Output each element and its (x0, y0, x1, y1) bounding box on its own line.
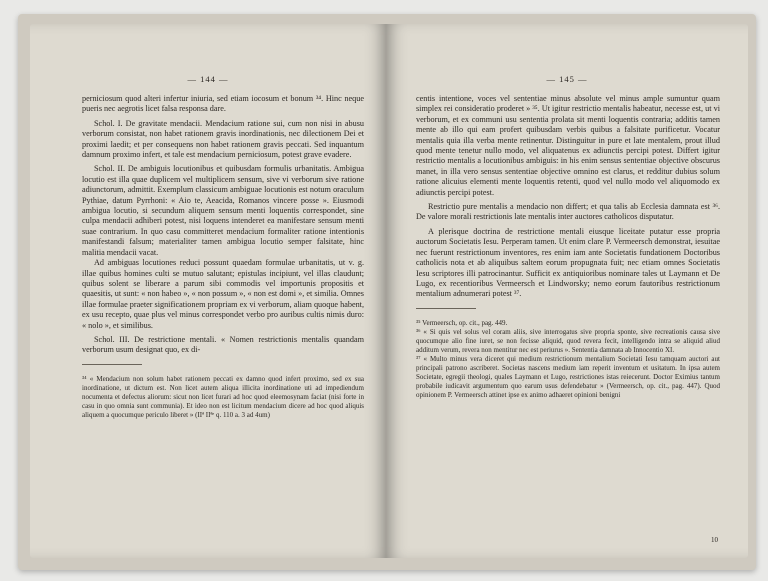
paragraph: Ad ambiguas locutiones reduci possunt quaedam formulae urbanitatis, ut v. g. illae quibus homines culti se mutuo salutant; epistulas incipiunt, vel illas claudunt; quibus solent se liberare a parum sibi commodis vel importunis propositis et quaesitis, ut sunt: « non habeo », « non possum », « non est domi », et similia. Omnes illae formulae praeter significationem propriam ex vi verborum, aliam quoque habent, ex usu recepto, quae plus vel minus correspondet verbo pro auribus cultis nimis duro: « nolo », et similibus. (82, 258, 364, 330)
paragraph: perniciosum quod alteri infertur iniuria, sed etiam iocosum et bonum ³⁴. Hinc neque pueris nec aegrotis licet falsa responsa dare. (82, 94, 364, 114)
paragraph: Schol. II. De ambiguis locutionibus et quibusdam formulis urbanitatis. Ambigua locutio est illa quae duplicem vel multiplicem sensum, sive vi verborum sive ratione adiunctorum, admittit. Exemplum classicum ambiguae locutionis est notum oraculum Pythiae, datum Pyrrhoni: « Aio te, Aeacida, Romanos vincere posse ». Eiusmodi ambigua locutio, si secundum aliquem sensum menti loquentis correspondet, sine culpa mendacii adhiberi potest, nisi loquens intenderet ea manifestare sensum menti suae contrarium. In quo casu committeret mendacium formaliter ratione intentionis manifestandi falsum; materialiter tamen ambigua locutio semper falsitate, hinc malitia mendacii vacat. (82, 164, 364, 257)
page-number: — 145 — (546, 74, 588, 84)
page-body (82, 94, 364, 356)
signature-mark: 10 (711, 536, 718, 544)
open-book (18, 14, 756, 570)
paragraph: A plerisque doctrina de restrictione mentali eiusque liceitate putatur esse propria auctorum Societatis Iesu. Perperam tamen. Ut enim clare P. Vermeersch demonstrat, iesuitae nec fuerunt restrictionum inventores, res enim iam ante Societatis fundationem Doctoribus catholicis nota et ab aliquibus saltem eorum propugnata fuit; nec etiam omnes Societatis Iesu scriptores illi patrocinantur. Sufficit ex antiquioribus nominare tales ut Laymann et De Lugo, ex recentioribus Vermeersch et Lindworsky; nemo eorum fautoribus restrictionum mentalium adnumerari potest ³⁷. (416, 226, 720, 299)
footnote: ³⁵ Vermeersch, op. cit., pag. 449. (416, 318, 508, 327)
right-page (386, 24, 748, 558)
footnote: ³⁴ « Mendacium non solum habet rationem peccati ex damno quod infert proximo, sed ex sua inordinatione, ut dictum est. Non licet autem aliqua illicita inordinatione uti ad impediendum nocumenta et defectus aliorum: sicut non licet furari ad hoc quod eleemosynam faciat (nisi forte in casu in quo omnia sunt communia). Et ideo non est licitum mendacium dicere ad hoc quod aliquis aliquem a quocumque periculo liberet » (IIª IIªᵉ q. 110 a. 3 ad 4um) (82, 374, 364, 419)
paragraph: Schol. III. De restrictione mentali. « Nomen restrictionis mentalis quandam verborum usum designat quo, ex di- (82, 334, 364, 355)
left-page (30, 24, 386, 558)
footnote-rule (416, 308, 476, 309)
footnote: ³⁶ « Si quis vel solus vel coram aliis, sive interrogatus sive propria sponte, sive recreationis causa sive quocumque alio fine iuret, se non fecisse aliquid, quod revera fecit, intelligendo intra se aliquid aliud additum verum, revera non mentitur nec est periurus ». Sententia damnata ab Innocentio XI. (416, 327, 720, 354)
paragraph: centis intentione, voces vel sententiae minus absolute vel minus ample sumuntur quam simplex rei consideratio proderet » ³⁵. Ut igitur restrictio mentalis habeatur, necesse est, ut vi verborum, et ex communi usu sententia prolata sit menti loquentis contraria; additis tamen mente ab illo qui eam profert quibusdam verbis quibus a falsitate purificetur. Vocatur mentalis quia illa verba mente retinentur. Distinguitur in pure et late mentalem, prout illud quod mente tenetur nullo modo, vel aliquatenus ex adiunctis percipi potest. Differt igitur restrictio mentalis a locutionibus ambiguis: in his enim sensus sententiae objective obscurus manet, in illa vero sensus sententiae objective omnino est clarus, et redditur dubius solum ratione alicuius elementi mente loquentis retenti, quod vel nullo modo vel aliquomodo ex adiunctis percipi potest. (416, 94, 720, 197)
footnote-rule (82, 364, 142, 365)
paragraph: Restrictio pure mentalis a mendacio non differt; et qua talis ab Ecclesia damnata est ³⁶. De valore morali restrictionis late mentalis inter auctores catholicos disputatur. (416, 202, 720, 222)
footnotes (416, 319, 720, 400)
page-number: — 144 — (187, 74, 229, 84)
footnotes (82, 375, 364, 420)
paragraph: Schol. I. De gravitate mendacii. Mendacium ratione sui, cum non nisi in abusu verborum consistat, non habet rationem gravis inordinationis, nec dilectionem Dei et proximi laedit; et per consequens non habet rationem gravis peccati. Sed inquantum damnum proximo infert, et tale est mendacium perniciosum, potest grave evadere. (82, 118, 364, 160)
page-body (416, 94, 720, 300)
footnote: ³⁷ « Multo minus vera diceret qui medium restrictionum mentalium Societati Iesu tamquam auctori aut principali patrono ascriberet. Societas nascens medium iam reperit inventum et usitatum. In ipsa autem Societate, egregii theologi, quales Laymann et Lugo, restrictiones istas reiecerunt. Doctor Eximius tantum probabile iudicavit argumentum quo earum usus defendebatur » (Vermeersch, op. cit., pag. 447). Quod opinionem P. Vermeersch attinet ipse ex animo adhaeret opinioni benigni (416, 354, 720, 399)
